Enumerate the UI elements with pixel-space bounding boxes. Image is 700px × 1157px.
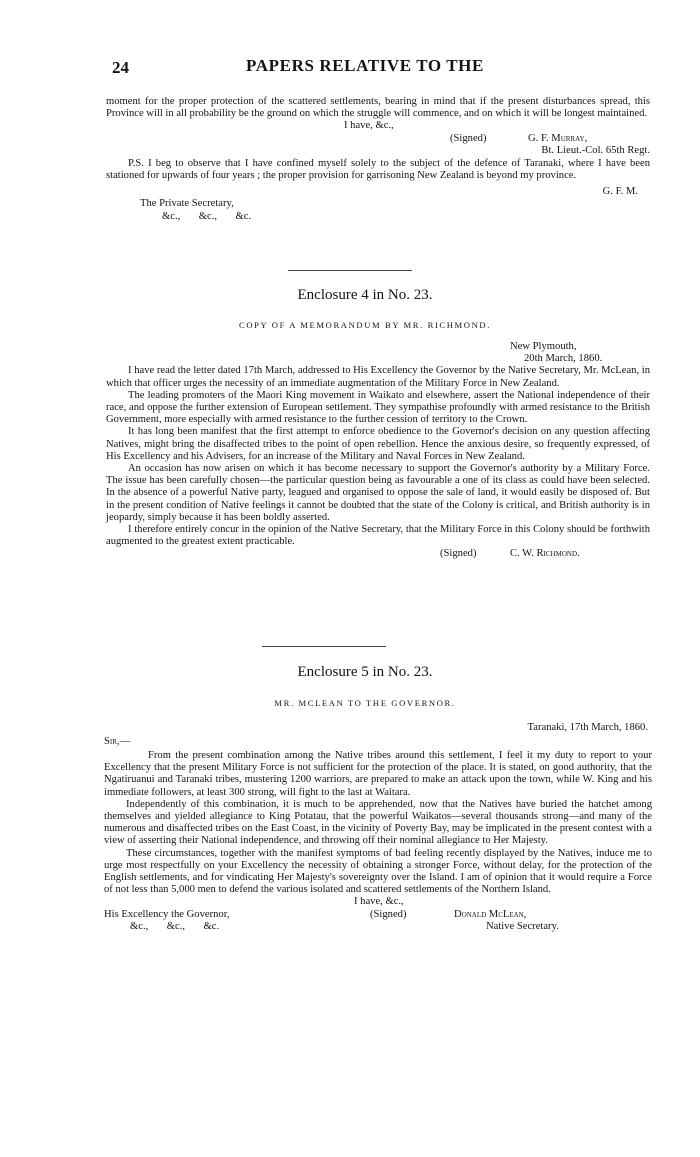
murray-addressee-line [106,198,650,210]
enc4-signed-line [106,548,650,560]
murray-signer-title: Bt. Lieut.-Col. 65th Regt. [541,144,650,156]
enc5-signer: Donald McLean, [454,908,527,920]
enc5-paragraph: These circumstances, together with the manifest symptoms of bad feeling recently displayed by the Natives, induce me to urge most respectfully on your Excellency the necessity of obtaining a stronger Force, without delay, for the protection of the English settlements, and for vindicating Her Majesty's sovereignty over the Island. I am of opinion that it would require a Force of not less than 5,000 men to defend the various isolated and scattered settlements of the Northern Island. [104,847,652,896]
murray-initials-line [106,182,650,198]
enclosure-4-subtitle: COPY OF A MEMORANDUM BY MR. RICHMOND. [239,320,491,330]
murray-closing-line [106,120,650,132]
enc5-etc: &c., &c., &c. [130,921,220,932]
enc4-paragraph: I therefore entirely concur in the opinion of the Native Secretary, that the Military Force in this Colony should be forthwith augmented to the greatest extent practicable. [106,524,650,548]
murray-signed-line [106,133,650,145]
murray-closing: I have, &c., [344,120,394,132]
divider-rule-2 [262,646,386,647]
enclosure-5-title: Enclosure 5 in No. 23. [297,664,433,680]
page-number: 24 [112,58,129,77]
enc4-signer: C. W. Richmond. [510,548,580,560]
murray-postscript: P.S. I beg to observe that I have confined myself solely to the subject of the defence of Taranaki, where I have been stationed for upwards of four years ; the proper provision for garrisoning New Zealand is beyond my province. [106,157,650,182]
enc5-date-line [104,722,652,736]
enclosure-4-title: Enclosure 4 in No. 23. [297,287,433,303]
enc4-paragraph: The leading promoters of the Maori King movement in Waikato and elsewhere, assert the National independence of their race, and oppose the further extension of European settlement. They sympathise profoundly with armed resistance to the British Government, more especially with armed resistance to the further cession of territory to the Crown. [106,389,650,426]
divider-rule-1 [288,270,412,271]
murray-title-line [106,145,650,157]
enclosure-5-subtitle: MR. MCLEAN TO THE GOVERNOR. [274,698,456,708]
enc4-paragraph: I have read the letter dated 17th March, addressed to His Excellency the Governor by the Native Secretary, Mr. McLean, in which that officer urges the necessity of an immediate augmentation of the Military Force in New Zealand. [106,365,650,389]
enc5-salutation: Sir,— [104,736,131,747]
enc5-closing: I have, &c., [354,896,404,908]
murray-addressee: The Private Secretary, [140,198,234,210]
enc4-date: 20th March, 1860. [524,353,603,365]
murray-etc-line [106,211,650,223]
enc5-paragraph: From the present combination among the Native tribes around this settlement, I feel it my duty to report to your Excellency that the present Military Force is not sufficient for the protection of the place. It is stated, on good authority, that the Ngatiruanui and Taranaki tribes, mustering 1200 warriors, are prepared to make an attack upon the town, while W. King and his immediate followers, at least 300 strong, will fight to the last at Waitara. [104,750,652,798]
enc4-signed: (Signed) [440,548,477,560]
murray-letter-end [106,96,650,223]
enclosure-4-body [106,341,650,561]
enc5-signed: (Signed) [370,908,407,920]
enc4-place: New Plymouth, [510,341,577,352]
enc4-date-line [106,353,650,365]
enclosure-5-body [104,722,652,945]
murray-signer: G. F. Murray, [528,132,588,144]
enc5-salutation-line [104,736,652,750]
murray-initials: G. F. M. [602,186,638,198]
enc4-paragraph: An occasion has now arisen on which it has become necessary to support the Governor's authority by a Military Force. The issue has been carefully chosen—the particular question being as favourable a one of its class as could have been selected. In the absence of a powerful Native party, leagued and organised to oppose the sale of land, it would easily be disposed of. But in the present condition of Native feelings it cannot be doubted that the state of the Colony is critical, and British authority is in jeopardy, simply because it has been boldly asserted. [106,463,650,523]
enc5-signer-title: Native Secretary. [486,920,559,932]
murray-paragraph: moment for the proper protection of the scattered settlements, bearing in mind that if the present disturbances spread, this Province will in all probability be the ground on which the struggle will commence, and on which it will be longest maintained. [106,96,650,120]
enc5-paragraph: Independently of this combination, it is much to be apprehended, now that the Natives have buried the hatchet among themselves and yielded allegiance to King Potatau, that the powerful Waikatos—several thousands strong—and many of the numerous and disaffected tribes on the East Coast, in the vicinity of Poverty Bay, may be implicated in the present contest with a view of asserting their National independence, and throwing off their nominal allegiance to Her Majesty. [104,798,652,847]
enc5-place-date: Taranaki, 17th March, 1860. [527,722,648,733]
enc4-paragraph: It has long been manifest that the first attempt to enforce obedience to the Governor's decision on any question affecting Natives, might bring the disaffected tribes to the point of open rebellion. Hence the anxious desire, so frequently expressed, of His Excellency and his Advisers, for an increase of the Military and Naval Forces in New Zealand. [106,426,650,462]
murray-signed: (Signed) [450,132,487,144]
enc5-signed-line [104,909,652,921]
enc4-place-line [106,341,650,353]
enc5-addressee: His Excellency the Governor, [104,908,230,920]
murray-etc: &c., &c., &c. [162,210,252,222]
enc5-closing-line [104,896,652,908]
running-title: PAPERS RELATIVE TO THE [246,56,484,75]
